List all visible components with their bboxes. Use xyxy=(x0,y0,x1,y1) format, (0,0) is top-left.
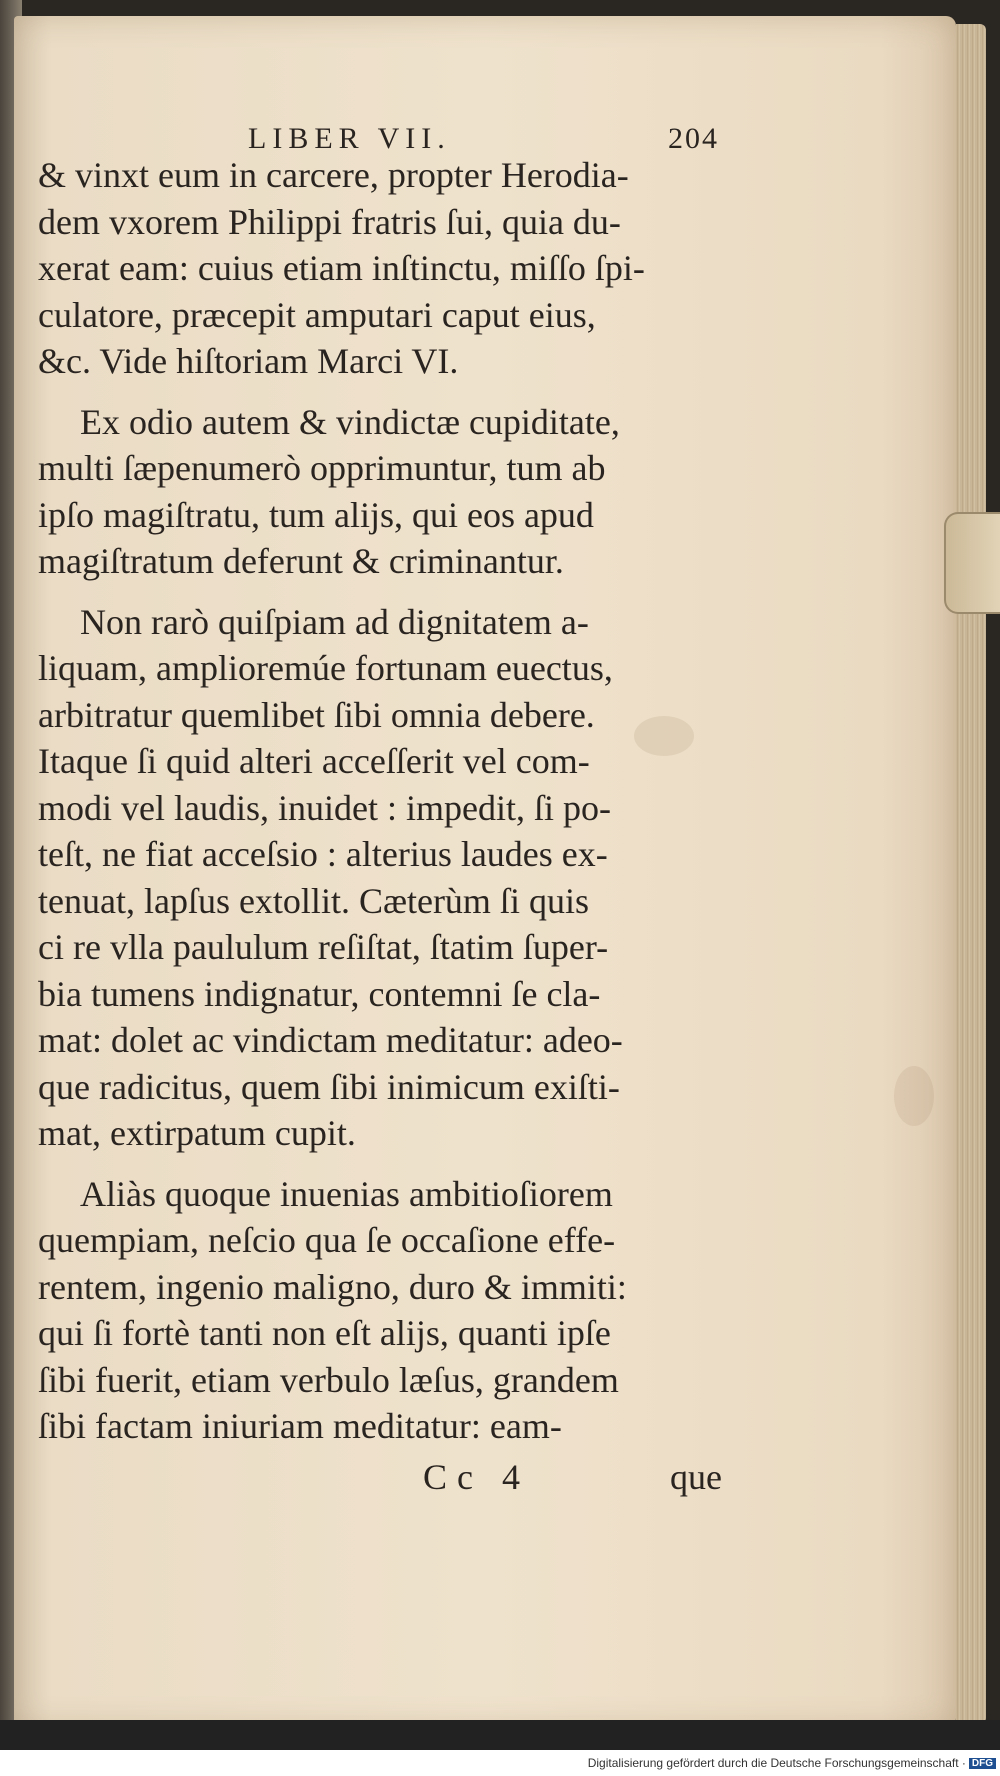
page-footer xyxy=(38,1454,758,1504)
text-line: Ex odio autem & vindictæ cupiditate, xyxy=(80,401,620,442)
digitization-credit xyxy=(588,1756,996,1774)
text-line: & vinxt eum in carcere, propter Herodia- xyxy=(38,155,629,195)
dfg-logo: DFG xyxy=(969,1758,996,1769)
paragraph xyxy=(38,399,758,585)
running-title: LIBER VII. xyxy=(248,122,451,155)
text-line: mat: dolet ac vindictam meditatur: adeo- xyxy=(38,1020,623,1060)
text-line: mat, extirpatum cupit. xyxy=(38,1113,356,1153)
text-line: Aliàs quoque inuenias ambitioſiorem xyxy=(80,1173,613,1214)
running-header xyxy=(38,96,758,155)
text-line: arbitratur quemlibet ſibi omnia debere. xyxy=(38,694,595,735)
paragraph xyxy=(38,1171,758,1450)
stain xyxy=(894,1066,934,1126)
text-line: ci re vlla paululum reſiſtat, ſtatim ſuper- xyxy=(38,927,609,967)
page-edges xyxy=(956,24,986,1724)
text-line: Non rarò quiſpiam ad dignitatem a- xyxy=(80,601,589,642)
text-line: Itaque ſi quid alteri acceſſerit vel com- xyxy=(38,741,590,781)
text-line: ipſo magiſtratu, tum alijs, qui eos apud xyxy=(38,494,594,535)
text-line: liquam, amplioremúe fortunam euectus, xyxy=(38,648,613,688)
page-text xyxy=(38,96,758,1504)
text-line: ſibi factam iniuriam meditatur: eam- xyxy=(38,1406,562,1446)
book-clasp xyxy=(944,512,1000,614)
scan-bottom-border xyxy=(0,1720,1000,1750)
text-line: quempiam, neſcio qua ſe occaſione effe- xyxy=(38,1220,616,1260)
text-line: bia tumens indignatur, contemni ſe cla- xyxy=(38,973,601,1014)
page-number: 204 xyxy=(668,122,719,155)
text-line: tenuat, lapſus extollit. Cæterùm ſi quis xyxy=(38,880,589,921)
paragraph xyxy=(38,599,758,1157)
text-line: qui ſi fortè tanti non eſt alijs, quanti ipſe xyxy=(38,1313,611,1353)
text-line: xerat eam: cuius etiam inſtinctu, miſſo ſpi- xyxy=(38,248,645,288)
credit-text: Digitalisierung gefördert durch die Deutsche Forschungsgemeinschaft · xyxy=(587,1756,966,1770)
text-line: que radicitus, quem ſibi inimicum exiſti- xyxy=(38,1066,620,1107)
text-line: modi vel laudis, inuidet : impedit, ſi po- xyxy=(38,787,611,828)
text-line: teſt, ne fiat acceſsio : alterius laudes ex- xyxy=(38,834,608,874)
text-line: multi ſæpenumerò opprimuntur, tum ab xyxy=(38,448,606,488)
text-line: ſibi fuerit, etiam verbulo læſus, grandem xyxy=(38,1359,619,1400)
text-line: magiſtratum deferunt & criminantur. xyxy=(38,541,564,581)
text-line: &c. Vide hiſtoriam Marci VI. xyxy=(38,341,459,381)
text-line: dem vxorem Philippi fratris ſui, quia du- xyxy=(38,201,621,242)
paragraph xyxy=(38,152,758,385)
signature-mark: Cc 4 xyxy=(423,1456,530,1497)
catchword: que xyxy=(670,1456,722,1497)
text-line: culatore, præcepit amputari caput eius, xyxy=(38,294,596,335)
text-line: rentem, ingenio maligno, duro & immiti: xyxy=(38,1266,627,1307)
